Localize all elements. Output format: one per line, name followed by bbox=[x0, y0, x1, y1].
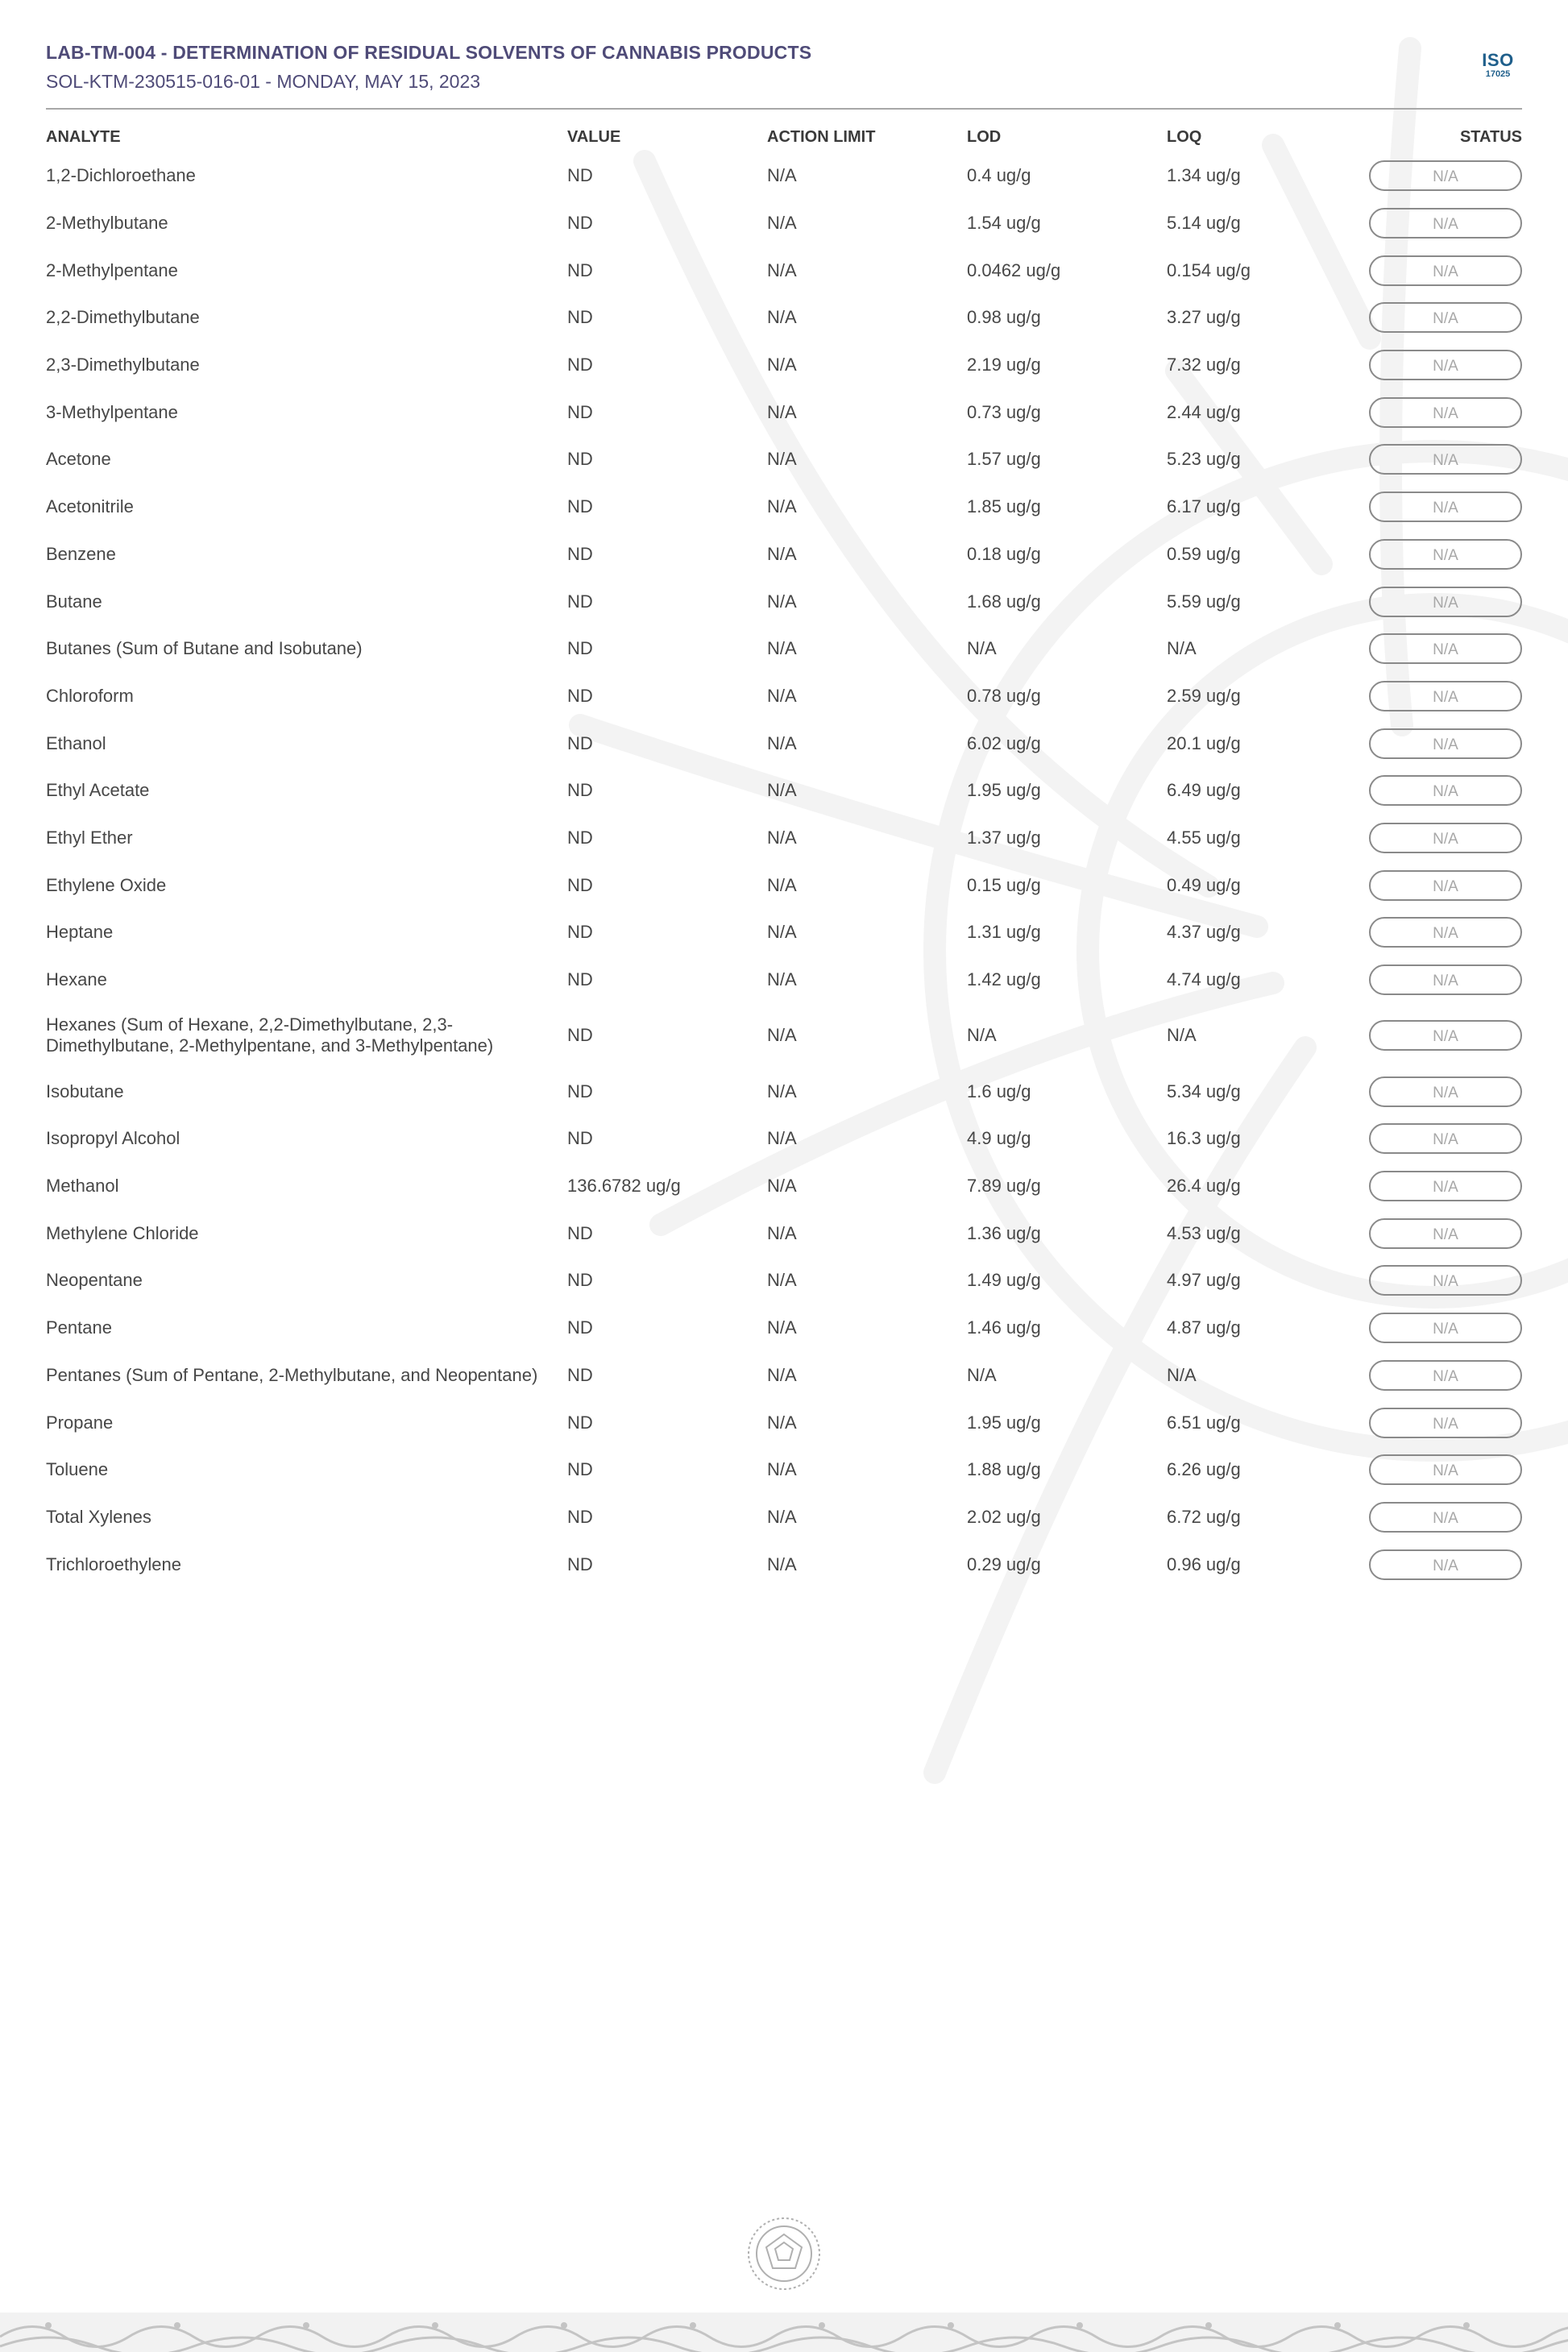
cell-action-limit: N/A bbox=[767, 780, 797, 801]
table-row bbox=[46, 1541, 1522, 1588]
cell-analyte: Hexane bbox=[46, 969, 107, 990]
cell-loq: 4.87 ug/g bbox=[1167, 1317, 1241, 1338]
cell-lod: 1.88 ug/g bbox=[967, 1459, 1041, 1480]
cell-action-limit: N/A bbox=[767, 449, 797, 470]
cell-status bbox=[1367, 436, 1522, 483]
status-badge: N/A bbox=[1369, 397, 1522, 428]
iso-badge-line1: ISO bbox=[1482, 50, 1514, 70]
cell-value: ND bbox=[567, 1412, 593, 1433]
cell-action-limit: N/A bbox=[767, 1025, 797, 1046]
cell-loq: 26.4 ug/g bbox=[1167, 1176, 1241, 1197]
cell-status bbox=[1367, 767, 1522, 815]
cell-loq: 2.59 ug/g bbox=[1167, 685, 1241, 706]
status-badge: N/A bbox=[1369, 1123, 1522, 1154]
table-row bbox=[46, 436, 1522, 483]
cell-loq: 4.74 ug/g bbox=[1167, 969, 1241, 990]
table-row bbox=[46, 720, 1522, 767]
table-row bbox=[46, 247, 1522, 294]
cell-analyte: Methylene Chloride bbox=[46, 1222, 199, 1243]
cell-analyte: Butanes (Sum of Butane and Isobutane) bbox=[46, 638, 363, 659]
cell-action-limit: N/A bbox=[767, 1364, 797, 1385]
cell-status bbox=[1367, 1115, 1522, 1163]
status-badge: N/A bbox=[1369, 728, 1522, 759]
cell-analyte: 2,3-Dimethylbutane bbox=[46, 355, 200, 375]
cell-value: ND bbox=[567, 165, 593, 186]
cell-loq: 7.32 ug/g bbox=[1167, 355, 1241, 375]
cell-status bbox=[1367, 1209, 1522, 1257]
cell-lod: 1.31 ug/g bbox=[967, 922, 1041, 943]
status-badge: N/A bbox=[1369, 633, 1522, 664]
cell-value: ND bbox=[567, 780, 593, 801]
cell-analyte: Isopropyl Alcohol bbox=[46, 1128, 180, 1149]
cell-action-limit: N/A bbox=[767, 827, 797, 848]
cell-value: ND bbox=[567, 1506, 593, 1527]
cell-analyte: Total Xylenes bbox=[46, 1506, 151, 1527]
cell-value: ND bbox=[567, 1270, 593, 1291]
cell-lod: 6.02 ug/g bbox=[967, 732, 1041, 753]
table-body bbox=[46, 152, 1522, 1588]
cell-value: ND bbox=[567, 543, 593, 564]
cell-lod: 7.89 ug/g bbox=[967, 1176, 1041, 1197]
table-row bbox=[46, 200, 1522, 247]
status-badge: N/A bbox=[1369, 1360, 1522, 1391]
cell-action-limit: N/A bbox=[767, 1176, 797, 1197]
iso-17025-badge-icon bbox=[1474, 52, 1522, 79]
col-header-analyte: ANALYTE bbox=[46, 127, 121, 146]
cell-loq: 5.14 ug/g bbox=[1167, 213, 1241, 234]
cell-status bbox=[1367, 1494, 1522, 1541]
status-badge: N/A bbox=[1369, 1408, 1522, 1438]
cell-value: ND bbox=[567, 213, 593, 234]
table-row bbox=[46, 1494, 1522, 1541]
cell-value: ND bbox=[567, 259, 593, 280]
cell-loq: 5.59 ug/g bbox=[1167, 591, 1241, 612]
cell-analyte: Acetonitrile bbox=[46, 496, 134, 517]
table-row bbox=[46, 673, 1522, 720]
cell-lod: 2.02 ug/g bbox=[967, 1506, 1041, 1527]
cell-lod: 1.85 ug/g bbox=[967, 496, 1041, 517]
table-row bbox=[46, 1209, 1522, 1257]
cell-status bbox=[1367, 578, 1522, 625]
cell-analyte: Heptane bbox=[46, 922, 114, 943]
cell-loq: 1.34 ug/g bbox=[1167, 165, 1241, 186]
cell-value: ND bbox=[567, 355, 593, 375]
cell-value: ND bbox=[567, 401, 593, 422]
cell-action-limit: N/A bbox=[767, 496, 797, 517]
cell-lod: 4.9 ug/g bbox=[967, 1128, 1031, 1149]
cell-action-limit: N/A bbox=[767, 969, 797, 990]
cell-loq: 2.44 ug/g bbox=[1167, 401, 1241, 422]
cell-lod: 0.78 ug/g bbox=[967, 685, 1041, 706]
cell-analyte: Toluene bbox=[46, 1459, 109, 1480]
cell-analyte: 2,2-Dimethylbutane bbox=[46, 307, 200, 328]
cell-action-limit: N/A bbox=[767, 1222, 797, 1243]
cell-analyte: Butane bbox=[46, 591, 102, 612]
cell-value: ND bbox=[567, 1025, 593, 1046]
cell-status bbox=[1367, 673, 1522, 720]
cell-value: ND bbox=[567, 1128, 593, 1149]
table-row bbox=[46, 909, 1522, 956]
cell-status bbox=[1367, 294, 1522, 342]
cell-action-limit: N/A bbox=[767, 401, 797, 422]
cell-loq: 4.97 ug/g bbox=[1167, 1270, 1241, 1291]
cell-action-limit: N/A bbox=[767, 591, 797, 612]
cell-value: ND bbox=[567, 874, 593, 895]
cell-status bbox=[1367, 861, 1522, 909]
cell-status bbox=[1367, 720, 1522, 767]
cell-action-limit: N/A bbox=[767, 213, 797, 234]
cell-lod: 1.68 ug/g bbox=[967, 591, 1041, 612]
cell-action-limit: N/A bbox=[767, 638, 797, 659]
table-row bbox=[46, 1068, 1522, 1115]
cell-analyte: 3-Methylpentane bbox=[46, 401, 178, 422]
cell-loq: 6.17 ug/g bbox=[1167, 496, 1241, 517]
cell-lod: 0.0462 ug/g bbox=[967, 259, 1061, 280]
table-row bbox=[46, 1003, 1522, 1068]
cell-lod: 1.36 ug/g bbox=[967, 1222, 1041, 1243]
status-badge: N/A bbox=[1369, 1265, 1522, 1296]
cell-value: ND bbox=[567, 969, 593, 990]
table-row bbox=[46, 1399, 1522, 1446]
cell-value: ND bbox=[567, 1222, 593, 1243]
residual-solvents-table bbox=[46, 122, 1522, 1588]
cell-analyte: Pentanes (Sum of Pentane, 2-Methylbutane, and Neopentane) bbox=[46, 1364, 538, 1385]
cell-status bbox=[1367, 1305, 1522, 1352]
cell-status bbox=[1367, 1257, 1522, 1305]
cell-status bbox=[1367, 152, 1522, 200]
cell-loq: 0.96 ug/g bbox=[1167, 1553, 1241, 1574]
cell-lod: 0.29 ug/g bbox=[967, 1553, 1041, 1574]
cell-status bbox=[1367, 1068, 1522, 1115]
status-badge: N/A bbox=[1369, 1171, 1522, 1201]
table-row bbox=[46, 1446, 1522, 1494]
cell-value: ND bbox=[567, 1459, 593, 1480]
cell-action-limit: N/A bbox=[767, 1412, 797, 1433]
cell-action-limit: N/A bbox=[767, 355, 797, 375]
cell-loq: 4.55 ug/g bbox=[1167, 827, 1241, 848]
status-badge: N/A bbox=[1369, 823, 1522, 853]
status-badge: N/A bbox=[1369, 587, 1522, 617]
cell-analyte: Ethylene Oxide bbox=[46, 874, 167, 895]
status-badge: N/A bbox=[1369, 350, 1522, 380]
cell-action-limit: N/A bbox=[767, 685, 797, 706]
table-row bbox=[46, 1163, 1522, 1210]
report-header bbox=[46, 42, 1522, 93]
cell-loq: N/A bbox=[1167, 1364, 1197, 1385]
cell-loq: 6.72 ug/g bbox=[1167, 1506, 1241, 1527]
cell-lod: 2.19 ug/g bbox=[967, 355, 1041, 375]
status-badge: N/A bbox=[1369, 1313, 1522, 1343]
table-row bbox=[46, 815, 1522, 862]
cell-loq: 4.37 ug/g bbox=[1167, 922, 1241, 943]
cell-lod: 1.95 ug/g bbox=[967, 780, 1041, 801]
cell-loq: 3.27 ug/g bbox=[1167, 307, 1241, 328]
cell-loq: 4.53 ug/g bbox=[1167, 1222, 1241, 1243]
cell-status bbox=[1367, 1352, 1522, 1400]
cell-action-limit: N/A bbox=[767, 1081, 797, 1101]
status-badge: N/A bbox=[1369, 1218, 1522, 1249]
cell-analyte: Neopentane bbox=[46, 1270, 143, 1291]
cell-status bbox=[1367, 388, 1522, 436]
status-badge: N/A bbox=[1369, 681, 1522, 711]
cell-lod: 1.57 ug/g bbox=[967, 449, 1041, 470]
cell-loq: 6.49 ug/g bbox=[1167, 780, 1241, 801]
cell-status bbox=[1367, 531, 1522, 579]
cell-lod: 1.42 ug/g bbox=[967, 969, 1041, 990]
status-badge: N/A bbox=[1369, 964, 1522, 995]
cell-action-limit: N/A bbox=[767, 307, 797, 328]
cell-lod: N/A bbox=[967, 1025, 997, 1046]
table-row bbox=[46, 388, 1522, 436]
col-header-value: VALUE bbox=[567, 127, 621, 146]
cell-loq: 20.1 ug/g bbox=[1167, 732, 1241, 753]
cell-action-limit: N/A bbox=[767, 1128, 797, 1149]
cell-status bbox=[1367, 200, 1522, 247]
cell-status bbox=[1367, 625, 1522, 673]
cell-analyte: Ethyl Acetate bbox=[46, 780, 150, 801]
table-row bbox=[46, 625, 1522, 673]
cell-action-limit: N/A bbox=[767, 259, 797, 280]
col-header-action-limit: ACTION LIMIT bbox=[767, 127, 876, 146]
table-row bbox=[46, 531, 1522, 579]
cell-value: ND bbox=[567, 922, 593, 943]
header-divider bbox=[46, 108, 1522, 110]
status-badge: N/A bbox=[1369, 1502, 1522, 1533]
table-row bbox=[46, 861, 1522, 909]
lab-seal-logo-icon bbox=[744, 2213, 824, 2294]
report-subtitle: SOL-KTM-230515-016-01 - MONDAY, MAY 15, 2023 bbox=[46, 71, 481, 92]
cell-lod: 1.54 ug/g bbox=[967, 213, 1041, 234]
cell-value: ND bbox=[567, 1364, 593, 1385]
cell-lod: 1.46 ug/g bbox=[967, 1317, 1041, 1338]
col-header-status: STATUS bbox=[1459, 127, 1522, 146]
cell-value: ND bbox=[567, 1081, 593, 1101]
cell-value: ND bbox=[567, 307, 593, 328]
cell-status bbox=[1367, 956, 1522, 1004]
cell-action-limit: N/A bbox=[767, 1506, 797, 1527]
cell-lod: 1.95 ug/g bbox=[967, 1412, 1041, 1433]
cell-lod: 0.73 ug/g bbox=[967, 401, 1041, 422]
table-row bbox=[46, 578, 1522, 625]
status-badge: N/A bbox=[1369, 1076, 1522, 1107]
table-row bbox=[46, 767, 1522, 815]
cell-analyte: Hexanes (Sum of Hexane, 2,2-Dimethylbutane, 2,3-Dimethylbutane, 2-Methylpentane, and 3-Methylpentane) bbox=[46, 1014, 494, 1056]
cell-loq: 0.154 ug/g bbox=[1167, 259, 1251, 280]
cell-analyte: Methanol bbox=[46, 1176, 119, 1197]
cell-lod: 1.49 ug/g bbox=[967, 1270, 1041, 1291]
cell-action-limit: N/A bbox=[767, 732, 797, 753]
col-header-loq: LOQ bbox=[1167, 127, 1202, 146]
cell-status bbox=[1367, 909, 1522, 956]
cell-status bbox=[1367, 1541, 1522, 1588]
cell-lod: 1.37 ug/g bbox=[967, 827, 1041, 848]
cell-loq: N/A bbox=[1167, 1025, 1197, 1046]
status-badge: N/A bbox=[1369, 1020, 1522, 1051]
cell-analyte: Ethanol bbox=[46, 732, 106, 753]
iso-badge-line2: 17025 bbox=[1485, 69, 1511, 79]
cell-action-limit: N/A bbox=[767, 165, 797, 186]
table-header-row bbox=[46, 122, 1522, 152]
cell-value: ND bbox=[567, 591, 593, 612]
cell-lod: N/A bbox=[967, 638, 997, 659]
cell-analyte: Trichloroethylene bbox=[46, 1553, 181, 1574]
status-badge: N/A bbox=[1369, 539, 1522, 570]
cell-lod: 0.98 ug/g bbox=[967, 307, 1041, 328]
status-badge: N/A bbox=[1369, 160, 1522, 191]
cell-loq: N/A bbox=[1167, 638, 1197, 659]
cell-analyte: Acetone bbox=[46, 449, 111, 470]
cell-action-limit: N/A bbox=[767, 1317, 797, 1338]
table-row bbox=[46, 1305, 1522, 1352]
cell-lod: N/A bbox=[967, 1364, 997, 1385]
table-row bbox=[46, 342, 1522, 389]
cell-analyte: Propane bbox=[46, 1412, 114, 1433]
cell-action-limit: N/A bbox=[767, 1459, 797, 1480]
cell-loq: 6.26 ug/g bbox=[1167, 1459, 1241, 1480]
cell-lod: 1.6 ug/g bbox=[967, 1081, 1031, 1101]
cell-value: ND bbox=[567, 449, 593, 470]
cell-action-limit: N/A bbox=[767, 1553, 797, 1574]
cell-analyte: Chloroform bbox=[46, 685, 134, 706]
cell-action-limit: N/A bbox=[767, 922, 797, 943]
status-badge: N/A bbox=[1369, 1549, 1522, 1580]
cell-status bbox=[1367, 342, 1522, 389]
cell-status bbox=[1367, 815, 1522, 862]
table-row bbox=[46, 1115, 1522, 1163]
cell-loq: 6.51 ug/g bbox=[1167, 1412, 1241, 1433]
table-row bbox=[46, 956, 1522, 1004]
cell-status bbox=[1367, 483, 1522, 531]
cell-value: ND bbox=[567, 496, 593, 517]
status-badge: N/A bbox=[1369, 492, 1522, 522]
cell-value: ND bbox=[567, 638, 593, 659]
status-badge: N/A bbox=[1369, 444, 1522, 475]
table-row bbox=[46, 1352, 1522, 1400]
cell-analyte: Benzene bbox=[46, 543, 116, 564]
cell-lod: 0.4 ug/g bbox=[967, 165, 1031, 186]
cell-analyte: 2-Methylpentane bbox=[46, 259, 178, 280]
cell-action-limit: N/A bbox=[767, 874, 797, 895]
report-title: LAB-TM-004 - DETERMINATION OF RESIDUAL SOLVENTS OF CANNABIS PRODUCTS bbox=[46, 42, 812, 63]
cell-status bbox=[1367, 1163, 1522, 1210]
status-badge: N/A bbox=[1369, 255, 1522, 286]
cell-analyte: Isobutane bbox=[46, 1081, 124, 1101]
cell-value: ND bbox=[567, 1553, 593, 1574]
cell-status bbox=[1367, 1003, 1522, 1068]
table-row bbox=[46, 152, 1522, 200]
cell-value: 136.6782 ug/g bbox=[567, 1176, 681, 1197]
status-badge: N/A bbox=[1369, 775, 1522, 806]
cell-action-limit: N/A bbox=[767, 1270, 797, 1291]
cell-status bbox=[1367, 247, 1522, 294]
cell-action-limit: N/A bbox=[767, 543, 797, 564]
cell-status bbox=[1367, 1446, 1522, 1494]
status-badge: N/A bbox=[1369, 302, 1522, 333]
cell-loq: 0.59 ug/g bbox=[1167, 543, 1241, 564]
cell-analyte: Pentane bbox=[46, 1317, 112, 1338]
cell-value: ND bbox=[567, 1317, 593, 1338]
cell-analyte: 1,2-Dichloroethane bbox=[46, 165, 196, 186]
decorative-pattern-border bbox=[0, 2313, 1568, 2352]
status-badge: N/A bbox=[1369, 208, 1522, 239]
cell-loq: 0.49 ug/g bbox=[1167, 874, 1241, 895]
cell-lod: 0.15 ug/g bbox=[967, 874, 1041, 895]
cell-analyte: Ethyl Ether bbox=[46, 827, 133, 848]
cell-loq: 5.34 ug/g bbox=[1167, 1081, 1241, 1101]
status-badge: N/A bbox=[1369, 917, 1522, 948]
col-header-lod: LOD bbox=[967, 127, 1002, 146]
cell-loq: 5.23 ug/g bbox=[1167, 449, 1241, 470]
table-row bbox=[46, 483, 1522, 531]
cell-lod: 0.18 ug/g bbox=[967, 543, 1041, 564]
status-badge: N/A bbox=[1369, 1454, 1522, 1485]
cell-value: ND bbox=[567, 827, 593, 848]
cell-loq: 16.3 ug/g bbox=[1167, 1128, 1241, 1149]
cell-value: ND bbox=[567, 685, 593, 706]
cell-status bbox=[1367, 1399, 1522, 1446]
table-row bbox=[46, 1257, 1522, 1305]
table-row bbox=[46, 294, 1522, 342]
cell-value: ND bbox=[567, 732, 593, 753]
status-badge: N/A bbox=[1369, 870, 1522, 901]
cell-analyte: 2-Methylbutane bbox=[46, 213, 168, 234]
